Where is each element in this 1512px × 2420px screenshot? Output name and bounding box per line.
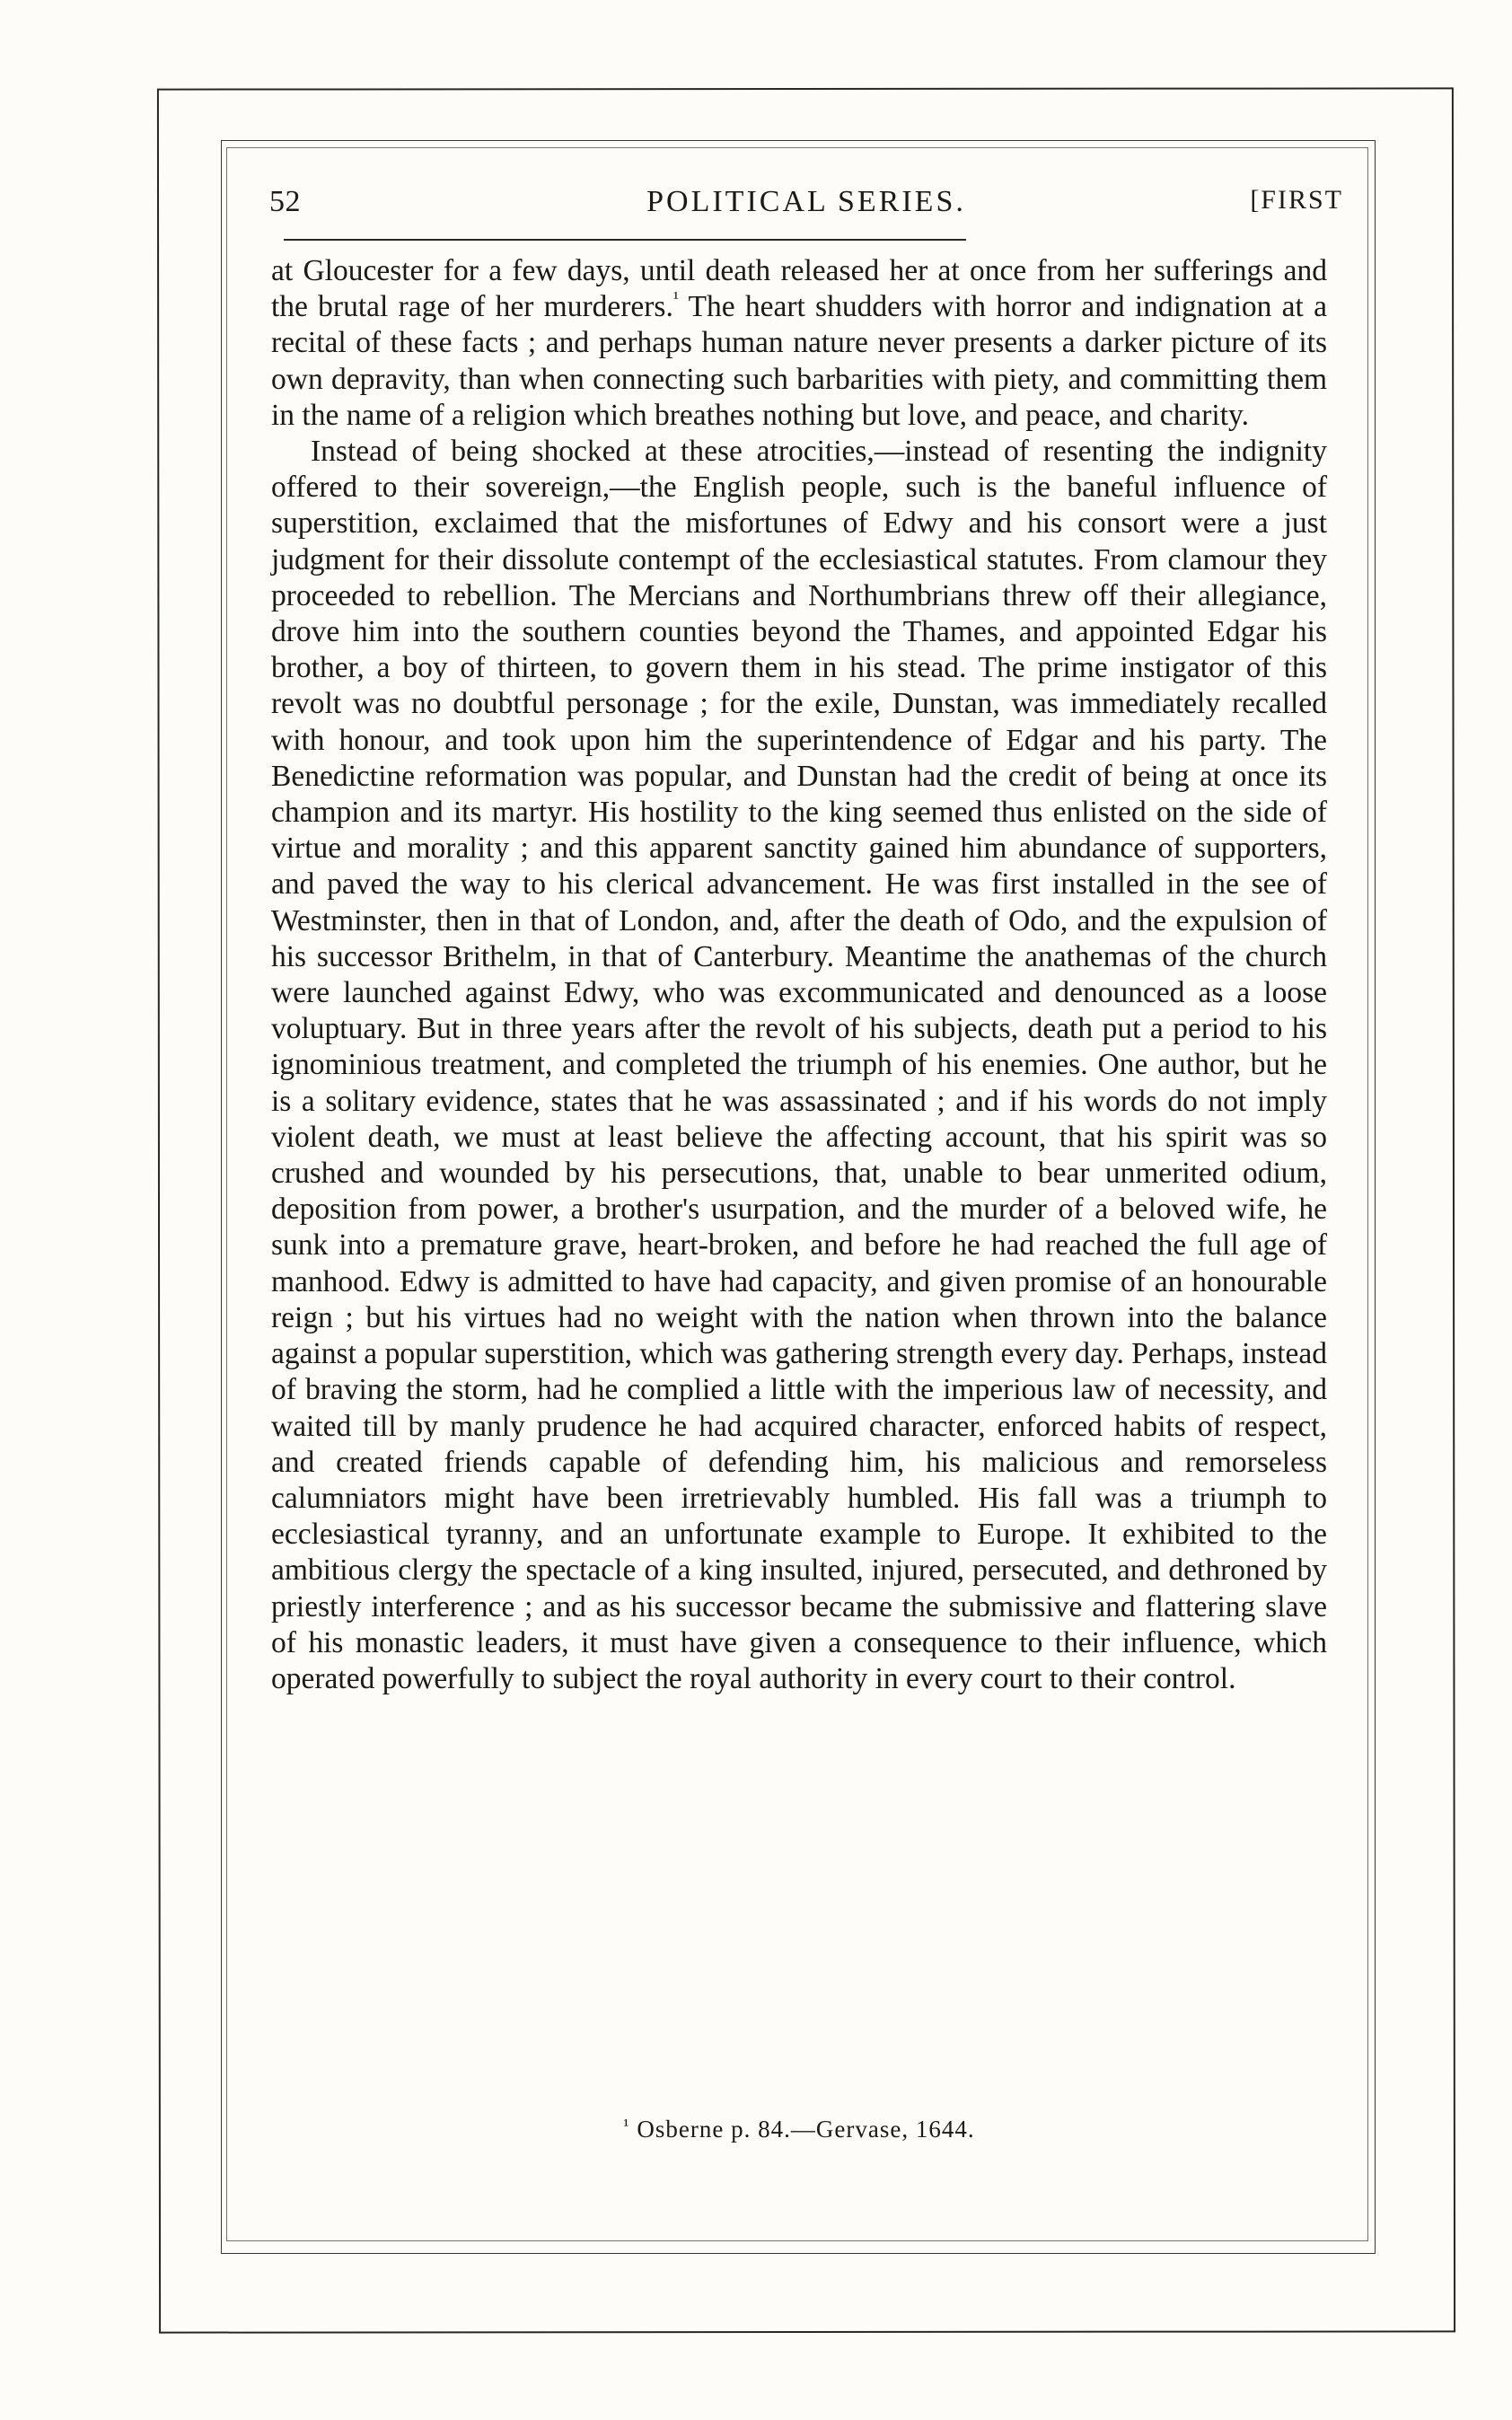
footnote-reference: ¹: [672, 288, 679, 309]
footnote-text: Osberne p. 84.—Gervase, 1644.: [637, 2116, 975, 2143]
paragraph-1-text: at Gloucester for a few days, until death released her at once from her sufferings and the brutal rage of her murderers.: [271, 254, 1327, 324]
footnote: [271, 2116, 1327, 2143]
header-rule: [284, 239, 966, 241]
paragraph-1-rest: The heart shudders with horror and indignation at a recital of these facts ; and perhaps human nature never presents a darker picture of its own depravity, than when connecting such barbarities with piety, and committing them in the name of a religion which breathes nothing but love, and peace, and charity.: [271, 290, 1327, 432]
footnote-mark: ¹: [623, 2116, 630, 2135]
running-title: POLITICAL SERIES.: [646, 185, 966, 218]
paragraph-1: [271, 253, 1327, 434]
page-number: 52: [269, 185, 301, 218]
body-text: [271, 253, 1327, 1697]
paragraph-2: Instead of being shocked at these atrocities,—instead of resenting the indignity offered to their sovereign,—the English people, such is the baneful influence of superstition, exclaimed that the misfortunes of Edwy and his consort were a just judgment for their dissolute contempt of the ecclesiastical statutes. From clamour they proceeded to rebellion. The Mercians and Northumbrians threw off their allegiance, drove him into the southern counties beyond the Thames, and appointed Edgar his brother, a boy of thirteen, to govern them in his stead. The prime instigator of this revolt was no doubtful personage ; for the exile, Dunstan, was immediately recalled with honour, and took upon him the superintendence of Edgar and his party. The Benedictine reformation was popular, and Dunstan had the credit of being at once its champion and its martyr. His hostility to the king seemed thus enlisted on the side of virtue and morality ; and this apparent sanctity gained him abundance of supporters, and paved the way to his clerical advancement. He was first installed in the see of Westminster, then in that of London, and, after the death of Odo, and the expulsion of his successor Brithelm, in that of Canterbury. Meantime the anathemas of the church were launched against Edwy, who was excommunicated and denounced as a loose voluptuary. But in three years after the revolt of his subjects, death put a period to his ignominious treatment, and completed the triumph of his enemies. One author, but he is a solitary evidence, states that he was assassinated ; and if his words do not imply violent death, we must at least believe the affecting account, that his spirit was so crushed and wounded by his persecutions, that, unable to bear unmerited odium, deposition from power, a brother's usurpation, and the murder of a beloved wife, he sunk into a premature grave, heart-broken, and before he had reached the full age of manhood. Edwy is admitted to have had capacity, and given promise of an honourable reign ; but his virtues had no weight with the nation when thrown into the balance against a popular superstition, which was gathering strength every day. Perhaps, instead of braving the storm, had he complied a little with the imperious law of necessity, and waited till by manly prudence he had acquired character, enforced habits of respect, and created friends capable of defending him, his malicious and remorseless calumniators might have been irretrievably humbled. His fall was a triumph to ecclesiastical tyranny, and an unfortunate example to Europe. It exhibited to the ambitious clergy the spectacle of a king insulted, injured, persecuted, and dethroned by priestly interference ; and as his successor became the submissive and flattering slave of his monastic leaders, it must have given a consequence to their influence, which operated powerfully to subject the royal authority in every court to their control.: [271, 435, 1327, 1695]
running-header: [269, 185, 1343, 235]
section-mark: [FIRST: [1250, 185, 1343, 215]
